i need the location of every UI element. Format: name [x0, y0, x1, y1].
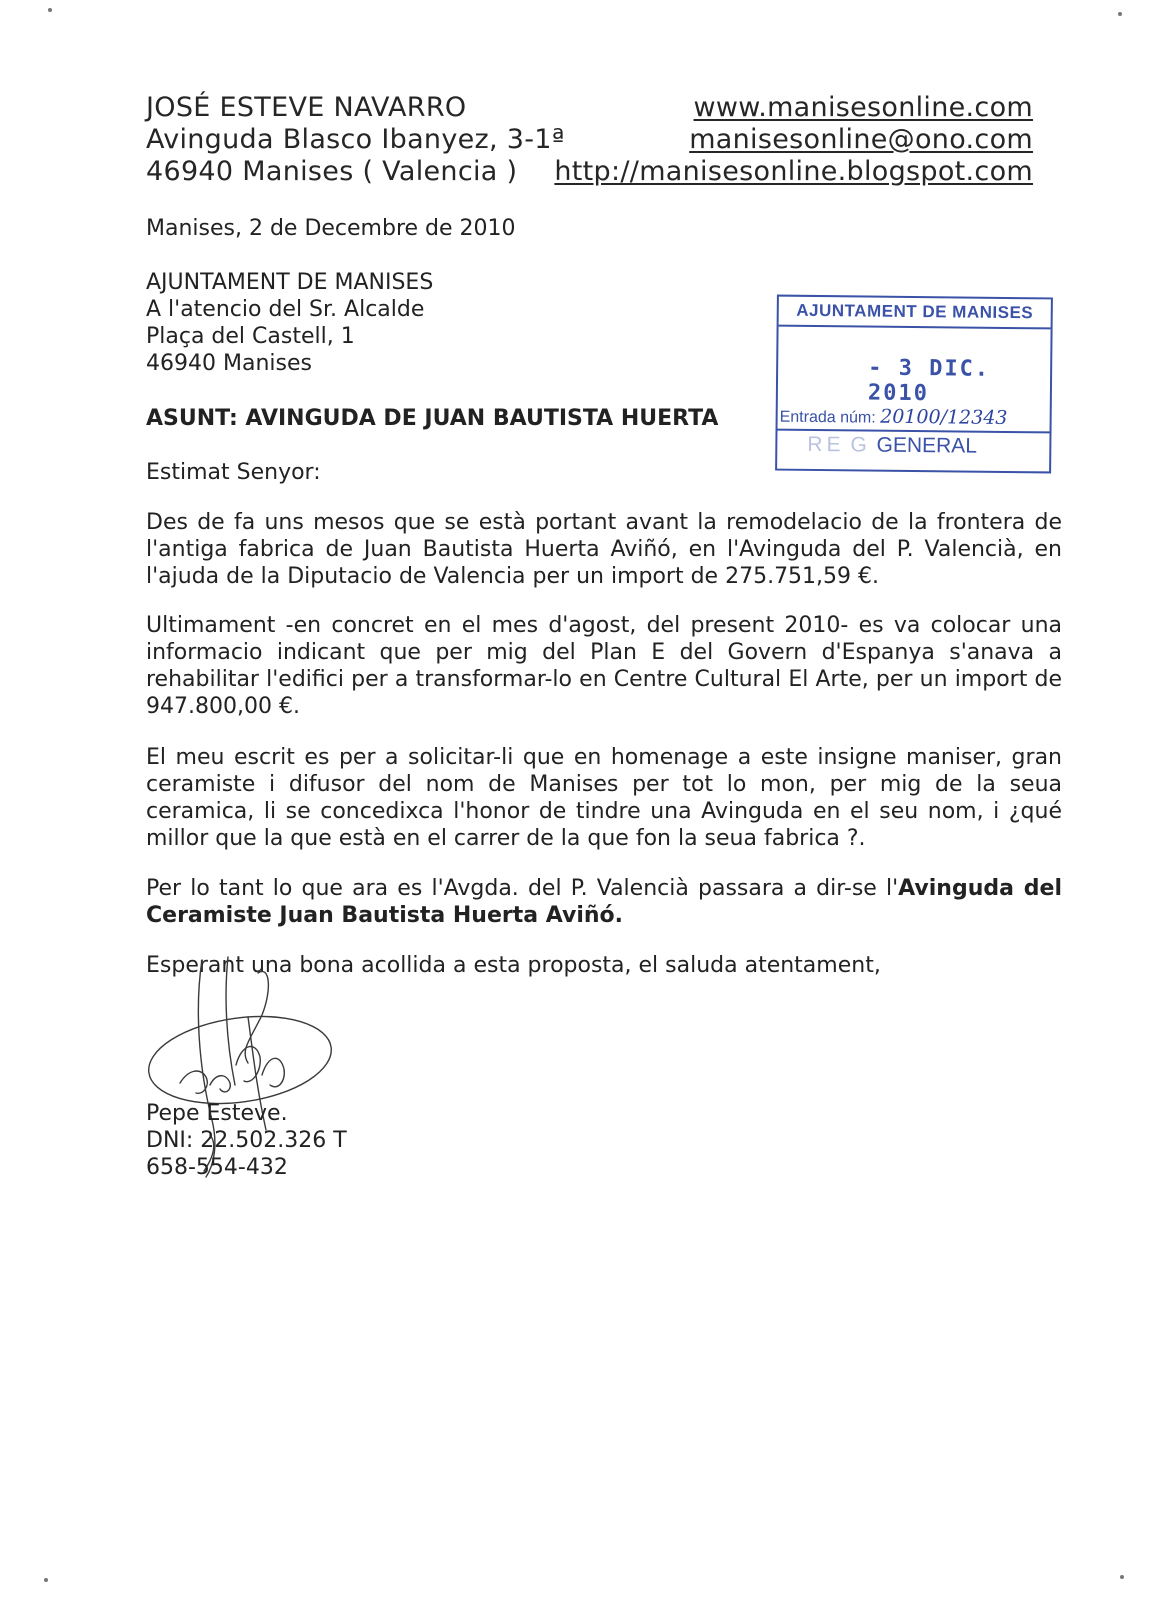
stamp-title: AJUNTAMENT DE MANISES — [779, 297, 1051, 330]
signer-phone: 658-554-432 — [146, 1155, 288, 1180]
stamp-registry-prefix: RE — [807, 432, 845, 457]
stamp-entry-label: Entrada núm: — [779, 408, 876, 427]
paragraph: Des de fa uns mesos que se està portant avant la remodelacio de la frontera de l'antiga fabrica de Juan Bautista Huerta Aviñó, en l'Avinguda del P. Valencià, en l'ajuda de la Diputacio de Valencia per un import de 275.751,59 €. — [146, 510, 1062, 589]
closing-line: Esperant una bona acollida a esta proposta, el saluda atentament, — [146, 953, 881, 978]
subject-line: ASUNT: AVINGUDA DE JUAN BAUTISTA HUERTA — [146, 406, 719, 431]
sender-address: Avinguda Blasco Ibanyez, 3-1ª — [146, 124, 565, 155]
stamp-entry-number: 20100/12343 — [880, 405, 1008, 429]
sender-city: 46940 Manises ( Valencia ) — [146, 156, 518, 187]
paragraph-text: Per lo tant lo que ara es l'Avgda. del P. Valencià passara a dir-se l' — [146, 876, 899, 901]
recipient-line: Plaça del Castell, 1 — [146, 324, 355, 349]
signer-dni: DNI: 22.502.326 T — [146, 1128, 347, 1153]
signer-name: Pepe Esteve. — [146, 1101, 288, 1126]
recipient-line: A l'atencio del Sr. Alcalde — [146, 297, 425, 322]
stamp-registry-label: GENERAL — [876, 433, 978, 458]
stamp-registry-faded: G — [850, 433, 871, 457]
contact-block — [554, 92, 1033, 188]
letter-date: Manises, 2 de Decembre de 2010 — [146, 216, 516, 241]
paragraph — [146, 875, 1062, 929]
recipient-line: 46940 Manises — [146, 351, 312, 376]
email-link[interactable]: manisesonline@ono.com — [689, 124, 1033, 155]
proposed-avenue-name: Avinguda del Ceramiste Juan Bautista Huerta Aviñó. — [146, 876, 1062, 928]
stamp-registry — [807, 433, 977, 459]
recipient-line: AJUNTAMENT DE MANISES — [146, 270, 434, 295]
sender-name: JOSÉ ESTEVE NAVARRO — [146, 92, 467, 123]
paragraph: Ultimament -en concret en el mes d'agost, del present 2010- es va colocar una informacio indicant que per mig del Plan E del Govern d'Espanya s'anava a rehabilitar l'edifici per a transformar-lo en Centre Cultural El Arte, per un import de 947.800,00 €. — [146, 613, 1062, 719]
scan-speck — [48, 8, 52, 12]
scan-speck — [44, 1578, 48, 1582]
sender-block — [146, 92, 565, 188]
stamp-entry — [780, 405, 1008, 429]
blog-link[interactable]: http://manisesonline.blogspot.com — [554, 156, 1033, 187]
stamp-date: - 3 DIC. 2010 — [867, 355, 991, 407]
scan-speck — [1120, 1575, 1124, 1579]
greeting: Estimat Senyor: — [146, 460, 321, 485]
scan-speck — [1118, 12, 1122, 16]
registry-stamp — [775, 295, 1053, 474]
signature-block — [146, 1100, 347, 1181]
website-link[interactable]: www.manisesonline.com — [693, 92, 1033, 123]
paragraph: El meu escrit es per a solicitar-li que en homenage a este insigne maniser, gran ceramiste i difusor del nom de Manises per tot lo mon, per mig de la seua ceramica, li se concedixca l'honor de tindre una Avinguda en el seu nom, i ¿qué millor que la que està en el carrer de la que fon la seua fabrica ?. — [146, 745, 1062, 851]
recipient-block — [146, 269, 433, 377]
